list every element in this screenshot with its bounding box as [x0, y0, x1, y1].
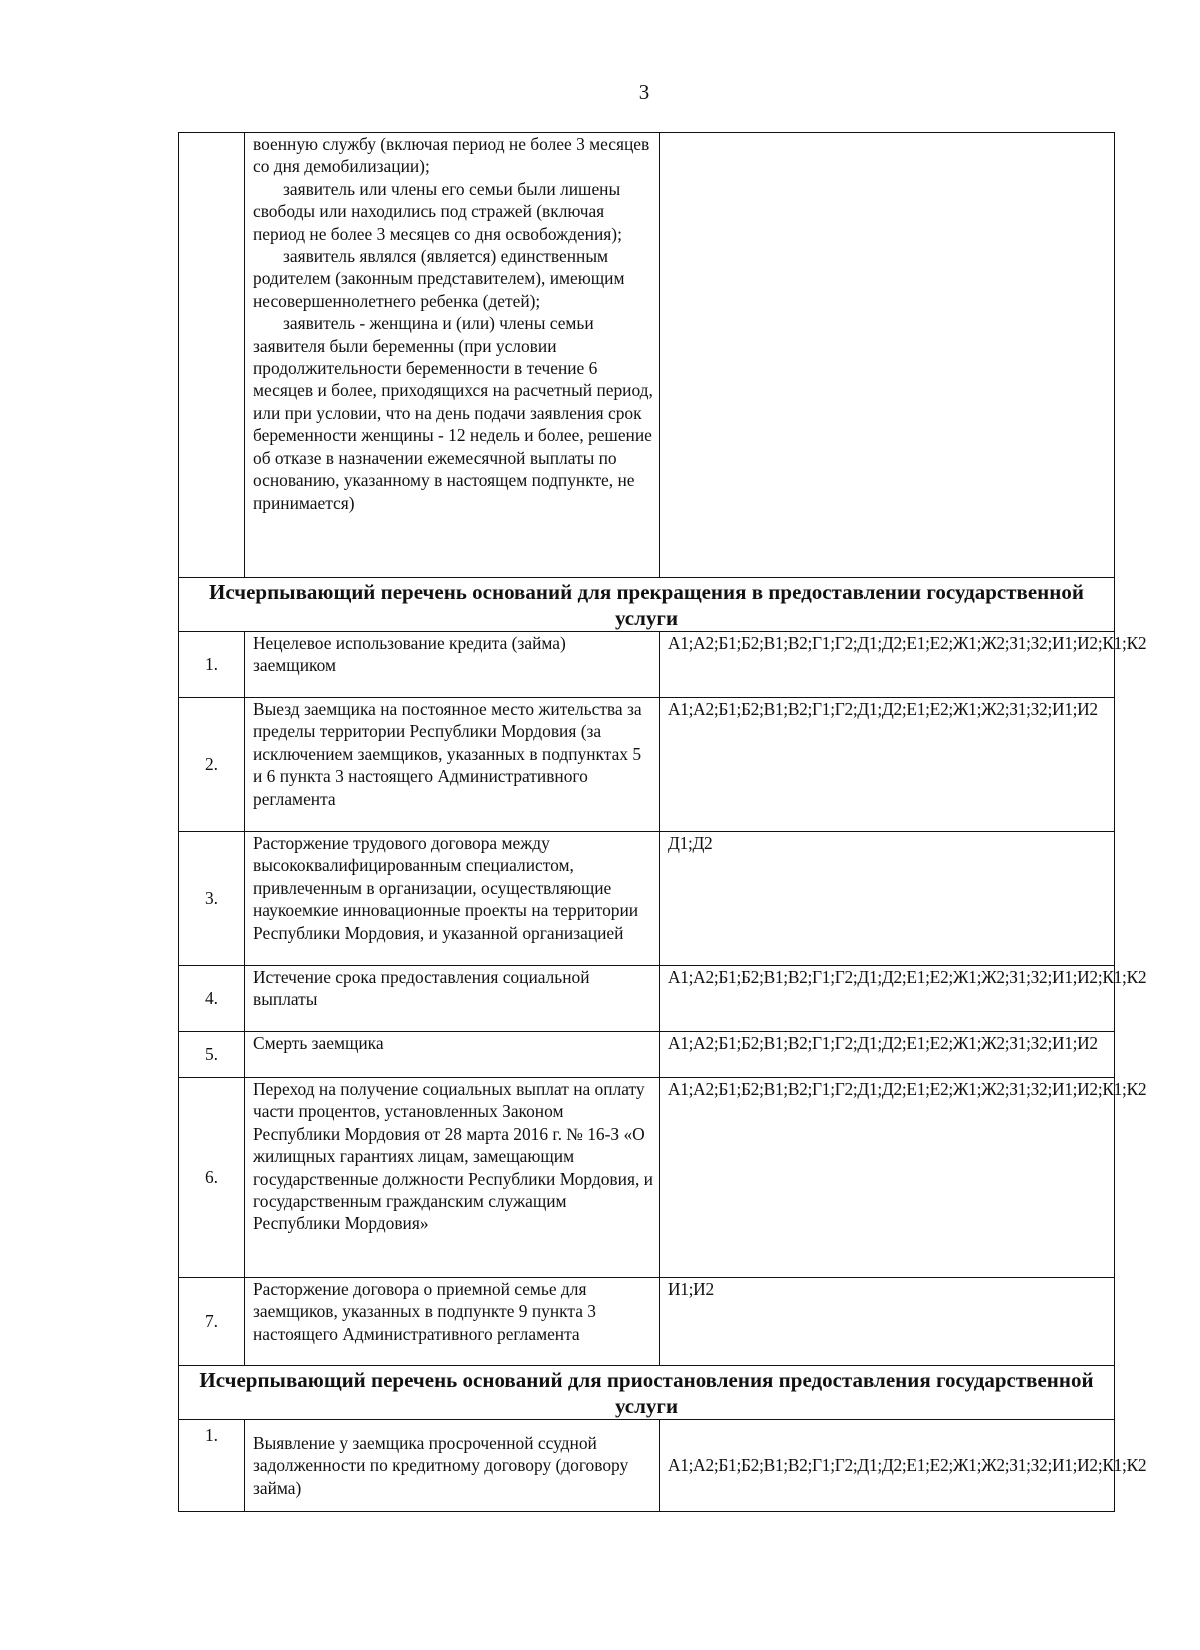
row-number: 6.	[179, 1078, 245, 1278]
ground-text: Переход на получение социальных выплат на оплату части процентов, установленных Законом Республики Мордовия от 28 марта 2016 г. № 16-З «О жилищных гарантиях лицам, замещающим государственные должности Республики Мордовия, и государственным гражданским служащим Республики Мордовия»	[245, 1078, 660, 1278]
codes-cell	[660, 133, 1115, 578]
category-codes: А1;А2;Б1;Б2;В1;В2;Г1;Г2;Д1;Д2;Е1;Е2;Ж1;Ж2;З1;З2;И1;И2;К1;К2	[660, 1078, 1115, 1278]
category-codes: А1;А2;Б1;Б2;В1;В2;Г1;Г2;Д1;Д2;Е1;Е2;Ж1;Ж2;З1;З2;И1;И2;К1;К2	[660, 632, 1115, 698]
category-codes: А1;А2;Б1;Б2;В1;В2;Г1;Г2;Д1;Д2;Е1;Е2;Ж1;Ж2;З1;З2;И1;И2	[660, 698, 1115, 832]
table-row	[179, 966, 1115, 1032]
row-number: 1.	[179, 1420, 245, 1512]
table-row	[179, 1420, 1115, 1512]
ground-text: Выявление у заемщика просроченной ссудной задолженности по кредитному договору (договору займа)	[245, 1420, 660, 1512]
category-codes: И1;И2	[660, 1278, 1115, 1366]
row-number: 7.	[179, 1278, 245, 1366]
section-heading-termination: Исчерпывающий перечень оснований для прекращения в предоставлении государственной услуги	[179, 578, 1115, 632]
ground-text: Расторжение договора о приемной семье для заемщиков, указанных в подпункте 9 пункта 3 настоящего Административного регламента	[245, 1278, 660, 1366]
category-codes: Д1;Д2	[660, 832, 1115, 966]
row-number: 4.	[179, 966, 245, 1032]
ground-text: Расторжение трудового договора между высококвалифицированным специалистом, привлеченным в организации, осуществляющие наукоемкие инновационные проекты на территории Республики Мордовия, и указанной организацией	[245, 832, 660, 966]
table-row	[179, 698, 1115, 832]
row-number: 2.	[179, 698, 245, 832]
row-number: 5.	[179, 1032, 245, 1078]
intro-paragraph: заявитель являлся (является) единственным родителем (законным представителем), имеющим несовершеннолетнего ребенка (детей);	[253, 246, 625, 311]
intro-paragraph: военную службу (включая период не более 3 месяцев со дня демобилизации);	[253, 134, 650, 177]
section-heading-row	[179, 578, 1115, 632]
section-heading-suspension: Исчерпывающий перечень оснований для приостановления предоставления государственной услуги	[179, 1366, 1115, 1420]
page-number: 3	[638, 80, 650, 104]
table-row	[179, 832, 1115, 966]
ground-text: Выезд заемщика на постоянное место жительства за пределы территории Республики Мордовия (за исключением заемщиков, указанных в подпунктах 5 и 6 пункта 3 настоящего Административного регламента	[245, 698, 660, 832]
row-number: 3.	[179, 832, 245, 966]
grounds-table	[178, 132, 1147, 1512]
table-row	[179, 1032, 1115, 1078]
table-row	[179, 1278, 1115, 1366]
intro-paragraph: заявитель - женщина и (или) члены семьи заявителя были беременны (при условии продолжительности беременности в течение 6 месяцев и более, приходящихся на расчетный период, или при условии, что на день подачи заявления срок беременности женщины - 12 недель и более, решение об отказе в назначении ежемесячной выплаты по основанию, указанному в настоящем подпункте, не принимается)	[253, 313, 653, 513]
category-codes: А1;А2;Б1;Б2;В1;В2;Г1;Г2;Д1;Д2;Е1;Е2;Ж1;Ж2;З1;З2;И1;И2;К1;К2	[660, 1420, 1115, 1512]
intro-paragraph: заявитель или члены его семьи были лишены свободы или находились под стражей (включая период не более 3 месяцев со дня освобождения);	[253, 178, 622, 244]
ground-text: Истечение срока предоставления социальной выплаты	[245, 966, 660, 1032]
category-codes: А1;А2;Б1;Б2;В1;В2;Г1;Г2;Д1;Д2;Е1;Е2;Ж1;Ж2;З1;З2;И1;И2;К1;К2	[660, 966, 1115, 1032]
ground-text: Смерть заемщика	[245, 1032, 660, 1078]
ground-text: Нецелевое использование кредита (займа) заемщиком	[245, 632, 660, 698]
number-cell	[179, 133, 245, 578]
intro-text-cell	[245, 133, 660, 578]
category-codes: А1;А2;Б1;Б2;В1;В2;Г1;Г2;Д1;Д2;Е1;Е2;Ж1;Ж2;З1;З2;И1;И2	[660, 1032, 1115, 1078]
row-number: 1.	[179, 632, 245, 698]
table-row	[179, 1078, 1115, 1278]
table-row-intro	[179, 133, 1115, 578]
section-heading-row	[179, 1366, 1115, 1420]
table-row	[179, 632, 1115, 698]
